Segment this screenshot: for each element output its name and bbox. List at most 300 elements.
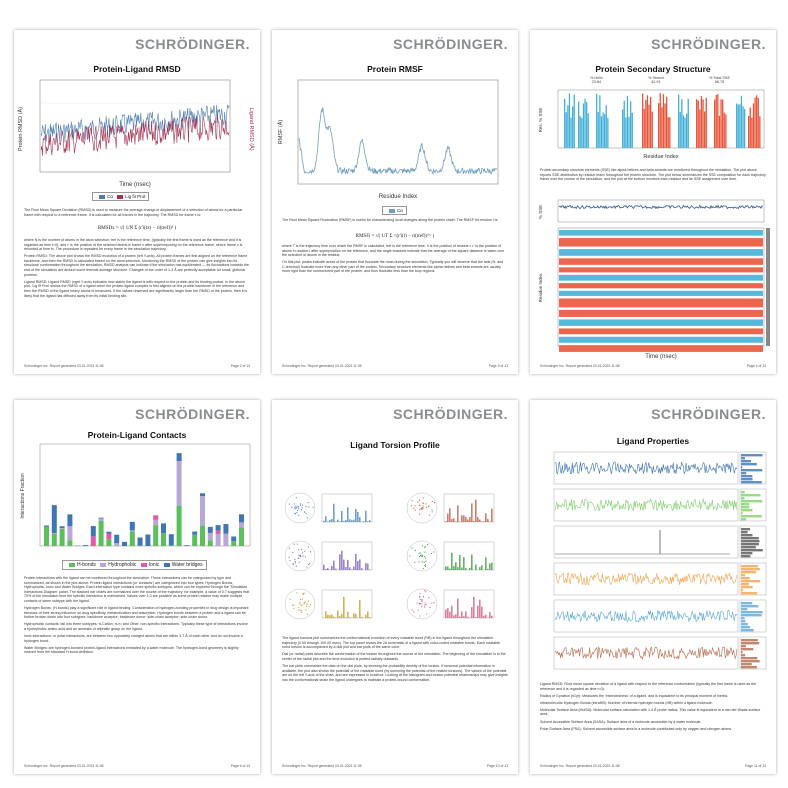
torsion-point xyxy=(413,611,414,612)
contact-bar-segment xyxy=(184,545,189,546)
property-histogram-bar xyxy=(741,503,749,505)
torsion-histogram-bar xyxy=(451,519,453,522)
torsion-point xyxy=(296,592,297,593)
stat-label: % Strand xyxy=(648,76,664,80)
torsion-point xyxy=(300,503,301,504)
torsion-point xyxy=(414,505,415,506)
sse-bar xyxy=(750,108,751,148)
torsion-histogram-bar xyxy=(337,520,339,522)
paragraph: Ligand RMSD: Ligand RMSD (right Y-axis) indicates how stable the ligand is with respect to the protein and its binding pocket. In the above plot, 'Lig fit Prot' shows the RMSD of a ligand when the protein-ligand complex is first aligned on the protein backbone of the reference and then the RMSD of the ligand heavy atoms is measured. If the values observed are significantly larger than the RMSD of the protein, then it is likely that the ligand has diffused away from its initial binding site. xyxy=(24,279,248,298)
sse-bar xyxy=(632,113,633,148)
sse-bar xyxy=(583,104,584,148)
sse-band xyxy=(559,310,763,317)
torsion-histogram-bar xyxy=(369,617,371,618)
torsion-histogram-bar xyxy=(323,521,325,522)
sse-bar xyxy=(716,95,717,148)
page-title: Protein Secondary Structure xyxy=(595,64,711,74)
torsion-point xyxy=(296,512,297,513)
torsion-histogram-bar xyxy=(449,612,451,618)
torsion-point xyxy=(306,604,307,605)
property-histogram-bar xyxy=(741,666,757,668)
torsion-point xyxy=(298,508,299,509)
torsion-histogram-bar xyxy=(325,569,327,570)
paragraph: Ligand RMSD: Root mean square deviation of a ligand with respect to the reference conformation (typically the first frame is used as the reference and it is regarded as time t=0). xyxy=(540,682,757,691)
torsion-point xyxy=(419,553,420,554)
sse-band xyxy=(559,258,763,265)
sse-bar xyxy=(742,106,743,148)
torsion-point xyxy=(424,547,425,548)
torsion-point xyxy=(429,514,430,515)
torsion-histogram-bar xyxy=(327,521,329,522)
property-histogram-bar xyxy=(741,626,750,628)
contact-bar-segment xyxy=(239,528,244,546)
paragraph: The ligand torsions plot summarizes the conformational evolution of every rotatable bond (RB) in the ligand throughout the simulation trajectory (0.00 through 100.00 nsec). The top panel shows the 2d schematic of a ligand with color-coded rotatable bonds. Each rotatable bond torsion is accompanied by a dial plot and bar plots of the same color. xyxy=(282,636,500,650)
torsion-point xyxy=(310,604,311,605)
contact-bar-segment xyxy=(231,537,236,542)
sse-bar xyxy=(719,116,720,148)
property-histogram-bar xyxy=(741,611,763,613)
sse-bar xyxy=(758,98,759,148)
property-histogram-bar xyxy=(741,639,758,641)
contact-bar-segment xyxy=(216,534,221,546)
contacts-legend xyxy=(62,560,207,570)
paragraph: Radius of Gyration (rGyr): Measures the 'extendedness' of a ligand, and is equivalent to its principal moment of inertia. xyxy=(540,693,728,698)
sse-band xyxy=(559,337,763,343)
sse-text xyxy=(540,168,766,184)
sse-bar xyxy=(717,94,718,148)
footer-page-number: Page 6 of 13 xyxy=(230,764,250,768)
torsion-histogram-bar xyxy=(463,557,465,570)
rmsd-xlabel: Time (nsec) xyxy=(119,182,151,188)
sse-bar xyxy=(581,118,582,148)
torsion-histogram-bar xyxy=(357,561,359,570)
sse-band xyxy=(559,345,763,352)
torsion-histogram-bar xyxy=(327,568,329,570)
torsion-histogram-bar xyxy=(449,508,451,522)
sse-bar xyxy=(572,107,573,148)
torsion-histogram-bar xyxy=(455,562,457,570)
sse-bar xyxy=(701,96,702,148)
schrodinger-logo: SCHRÖDINGER. xyxy=(651,36,766,52)
sse-bar xyxy=(759,116,760,148)
torsion-point xyxy=(424,605,425,606)
rmsf-text-body xyxy=(282,244,508,277)
rmsf-legend xyxy=(382,206,407,215)
torsion-point xyxy=(423,505,424,506)
stat-label: % Total SSE xyxy=(708,76,730,80)
contact-bar-segment xyxy=(223,524,228,534)
torsion-histogram-bar xyxy=(347,560,349,570)
sse-bar xyxy=(669,117,670,148)
torsion-histogram-bar xyxy=(459,555,461,570)
torsion-point xyxy=(308,600,309,601)
torsion-point xyxy=(419,505,420,506)
torsion-point xyxy=(424,562,425,563)
torsion-point xyxy=(308,546,309,547)
torsion-point xyxy=(431,603,432,604)
rmsf-formula: RMSFi = √( 1/T Σ <(r'i(t) − ri(tref))²> ) xyxy=(355,234,435,239)
torsion-point xyxy=(294,559,295,560)
torsion-point xyxy=(296,566,297,567)
property-histogram-bar xyxy=(741,537,759,539)
property-histogram-bar xyxy=(741,623,748,625)
sse-bar xyxy=(604,114,605,148)
sse-bar xyxy=(564,99,565,148)
torsion-point xyxy=(304,602,305,603)
torsion-point xyxy=(306,606,307,607)
torsion-point xyxy=(411,609,412,610)
torsion-text xyxy=(282,636,508,685)
torsion-histogram-bar xyxy=(355,554,357,570)
page-title: Protein RMSF xyxy=(367,64,423,74)
property-histogram-bar xyxy=(741,629,754,631)
property-plot-frame xyxy=(554,526,738,558)
sse-bar xyxy=(722,99,723,148)
torsion-point xyxy=(290,599,291,600)
torsion-point xyxy=(300,555,301,556)
contact-bar-segment xyxy=(99,518,104,521)
torsion-histogram-bar xyxy=(361,617,363,618)
torsion-histogram-bar xyxy=(355,509,357,522)
torsion-point xyxy=(424,590,425,591)
torsion-histogram-bar xyxy=(455,521,457,522)
torsion-histogram-bar xyxy=(343,597,345,618)
footer-page-number: Page 4 of 13 xyxy=(746,364,766,368)
rmsd-ylabel-right: Ligand RMSD (Å) xyxy=(248,107,254,151)
page-footer xyxy=(282,364,508,368)
torsion-point xyxy=(291,507,292,508)
property-histogram-bar xyxy=(741,555,750,557)
torsion-histogram-bar xyxy=(477,606,479,618)
property-histogram-bar xyxy=(741,543,759,545)
torsion-histogram-bar xyxy=(461,611,463,618)
paragraph: Dial (or radial) plots describe the conformation of the torsion throughout the course of the simulation. The beginning of the simulation is in the center of the radial plot and the time evolution is plotted radially outwards. xyxy=(282,652,506,661)
torsion-histogram-bar xyxy=(349,567,351,570)
stat-total xyxy=(709,76,730,84)
torsion-point xyxy=(300,505,301,506)
contacts-text xyxy=(24,576,250,657)
torsion-point xyxy=(296,497,297,498)
contact-bar-segment xyxy=(99,518,104,519)
torsion-histogram-bar xyxy=(333,504,335,522)
torsion-histogram-bar xyxy=(485,557,487,570)
torsion-point xyxy=(298,558,299,559)
contact-bar-segment xyxy=(200,496,205,526)
contact-bar-segment xyxy=(44,527,49,546)
paragraph: Protein RMSD: The above plot shows the RMSD evolution of a protein (left Y-axis). All protein frames are first aligned on the reference frame backbone, and then the RMSD is calculated based on the atom selection. Monitoring the RMSD of the protein can give insights into its structural conformation throughout the simulation. RMSD analysis can indicate if the simulation has equilibrated — its fluctuations towards the end of the simulation are around some thermal average structure. Changes of the order of 1-3 Å are perfectly acceptable for small, globular proteins. xyxy=(24,254,249,277)
torsion-histogram-bar xyxy=(339,521,341,522)
torsion-point xyxy=(422,545,423,546)
page-title: Protein-Ligand RMSD xyxy=(93,64,181,74)
torsion-point xyxy=(294,507,295,508)
torsion-point xyxy=(292,552,293,553)
torsion-point xyxy=(419,509,420,510)
legend-swatch xyxy=(389,209,395,213)
torsion-point xyxy=(432,511,433,512)
torsion-histogram-bar xyxy=(333,561,335,570)
property-histogram-bar xyxy=(741,552,752,554)
torsion-point xyxy=(305,513,306,514)
torsion-histogram-bar xyxy=(447,608,449,618)
paragraph: where T is the trajectory time over which the RMSF is calculated, tref is the reference time, ri is the position of residue i; r' is the position of atoms in residue i after superposition on the reference, and the angle brackets indicate that the average of the square distance is taken over the selection of atoms in the residue. xyxy=(282,244,505,258)
property-histogram-bar xyxy=(741,608,747,610)
torsion-point xyxy=(301,610,302,611)
sse-bar xyxy=(754,98,755,148)
torsion-point xyxy=(292,563,293,564)
rmsd-formula: RMSDx = √( 1/N Σ (r'i(tx) − ri(tref))² ) xyxy=(97,226,177,231)
torsion-histogram-bar xyxy=(329,615,331,618)
sse-bar xyxy=(598,112,599,148)
torsion-point xyxy=(411,547,412,548)
sse-bar xyxy=(696,99,697,148)
torsion-point xyxy=(418,561,419,562)
torsion-histogram-bar xyxy=(347,612,349,618)
torsion-histogram-bar xyxy=(337,611,339,618)
torsion-point xyxy=(415,510,416,511)
sse-bar xyxy=(601,116,602,148)
footer-left: Schrodinger Inc. Report generated 03-01-2023 11:08 xyxy=(282,764,362,768)
torsion-histogram-bar xyxy=(467,520,469,522)
sse-mid-ylabel: % SSE xyxy=(538,204,543,220)
sse-bar xyxy=(751,118,752,148)
sse-bar xyxy=(668,117,669,148)
footer-page-number: Page 10 of 13 xyxy=(486,764,508,768)
torsion-point xyxy=(302,507,303,508)
paragraph: Intramolecular Hydrogen Bonds (intraHB): Number of internal hydrogen bonds (HB) within a ligand molecule. xyxy=(540,700,713,705)
torsion-point xyxy=(301,509,302,510)
contact-bar-segment xyxy=(208,527,213,533)
torsion-point xyxy=(294,543,295,544)
torsion-histogram-bar xyxy=(457,567,459,570)
torsion-histogram-bar xyxy=(339,554,341,570)
torsion-histogram-bar xyxy=(453,566,455,570)
sse-time-chart xyxy=(530,198,776,368)
torsion-point xyxy=(304,511,305,512)
torsion-histogram-bar xyxy=(485,513,487,522)
torsion-point xyxy=(425,503,426,504)
page-footer xyxy=(282,764,508,768)
contact-bar-segment xyxy=(114,543,119,546)
torsion-point xyxy=(295,561,296,562)
torsion-point xyxy=(429,607,430,608)
torsion-point xyxy=(424,565,425,566)
torsion-histogram-bar xyxy=(351,520,353,522)
sse-bar xyxy=(644,109,645,148)
torsion-point xyxy=(289,548,290,549)
property-histogram-bar xyxy=(741,592,757,594)
paragraph: Ionic interactions: or polar interactions, are between two oppositely charged atoms that are within 3.7 Å of each other and do not involve a hydrogen bond. xyxy=(24,634,243,643)
sse-bar xyxy=(756,95,757,148)
property-histogram-bar xyxy=(741,549,763,551)
property-histogram-bar xyxy=(741,605,758,607)
torsion-point xyxy=(299,603,300,604)
sse-bar xyxy=(567,105,568,148)
torsion-point xyxy=(303,603,304,604)
torsion-point xyxy=(431,553,432,554)
sse-band xyxy=(559,249,763,256)
torsion-histogram-bar xyxy=(463,515,465,522)
property-histogram-bar xyxy=(741,512,743,514)
property-histogram-bar xyxy=(741,589,743,591)
torsion-histogram-bar xyxy=(465,611,467,618)
contact-bar-segment xyxy=(169,545,174,546)
torsion-point xyxy=(411,505,412,506)
torsion-point xyxy=(298,609,299,610)
contact-bar-segment xyxy=(67,540,72,546)
sse-bar xyxy=(647,95,648,148)
properties-charts xyxy=(530,448,776,678)
rmsf-xlabel: Residue Index xyxy=(378,194,418,200)
sse-bar xyxy=(627,96,628,148)
property-histogram-bar xyxy=(741,657,757,659)
property-histogram-bar xyxy=(741,463,757,465)
torsion-histogram-bar xyxy=(335,569,337,570)
sse-bar xyxy=(678,95,679,148)
torsion-point xyxy=(289,503,290,504)
contact-bar-segment xyxy=(200,493,205,496)
torsion-histogram-bar xyxy=(361,568,363,570)
property-histogram-bar xyxy=(741,457,745,459)
rmsd-chart xyxy=(14,74,260,204)
paragraph: Hydrophobic contacts: fall into three subtypes: π-Cation; π-π; and Other, non-specific interactions. Typically these type of interactions involve a hydrophobic amino acid and an aromatic or aliphatic group on the ligand. xyxy=(24,622,248,631)
torsion-histogram-bar xyxy=(471,503,473,522)
footer-left: Schrodinger Inc. Report generated 03-01-2023 11:08 xyxy=(540,764,620,768)
torsion-histogram-bar xyxy=(329,520,331,522)
footer-left: Schrodinger Inc. Report generated 03-01-2023 11:08 xyxy=(24,364,104,368)
property-histogram-bar xyxy=(741,528,750,530)
torsion-point xyxy=(307,614,308,615)
torsion-point xyxy=(424,552,425,553)
stat-label: % Helix xyxy=(590,76,603,80)
contact-bar-segment xyxy=(52,533,57,534)
rmsd-ylabel-left: Protein RMSD (Å) xyxy=(18,106,24,152)
torsion-point xyxy=(428,506,429,507)
torsion-histogram-bar xyxy=(451,606,453,618)
legend-label: Ionic xyxy=(148,562,160,568)
torsion-point xyxy=(302,505,303,506)
torsion-histogram-bar xyxy=(465,568,467,570)
paragraph: On this plot, peaks indicate areas of the protein that fluctuate the most during the simulation. Typically you will observe that the tails (N- and C-terminal) fluctuate more than any other part of the protein. Secondary structure elements like alpha helices and beta strands are usually more rigid than the unstructured part of the protein, and thus fluctuate less than the loop regions. xyxy=(282,260,504,274)
torsion-point xyxy=(433,602,434,603)
torsion-point xyxy=(425,602,426,603)
torsion-histogram-bar xyxy=(331,566,333,570)
torsion-histogram-bar xyxy=(323,565,325,570)
torsion-point xyxy=(301,549,302,550)
page-rmsd xyxy=(14,30,260,374)
sse-bar xyxy=(624,101,625,148)
torsion-histogram-bar xyxy=(325,611,327,618)
sse-bar xyxy=(569,93,570,148)
legend-swatch-hbond xyxy=(69,563,75,567)
contact-bar-segment xyxy=(52,534,57,546)
torsion-histogram-bar xyxy=(343,560,345,570)
torsion-point xyxy=(421,601,422,602)
sse-band xyxy=(559,230,763,236)
rmsd-text-intro xyxy=(24,208,250,220)
contact-bar-segment xyxy=(99,521,104,546)
torsion-point xyxy=(312,507,313,508)
torsion-point xyxy=(433,551,434,552)
contacts-ylabel: Interactions Fraction xyxy=(20,473,26,519)
torsion-histogram-bar xyxy=(453,518,455,522)
sse-bar xyxy=(566,112,567,148)
torsion-histogram-bar xyxy=(481,607,483,618)
contact-bar-segment xyxy=(200,526,205,546)
torsion-point xyxy=(421,603,422,604)
property-histogram-bar xyxy=(741,460,751,462)
property-histogram-bar xyxy=(741,617,745,619)
sse-band xyxy=(559,267,763,272)
torsion-point xyxy=(419,593,420,594)
torsion-histogram-bar xyxy=(343,521,345,522)
torsion-histogram-bar xyxy=(461,515,463,522)
paragraph: Molecular Surface Area (MolSA): Molecular surface calculation with 1.4 Å probe radius. This value is equivalent to a van der Waals surface area. xyxy=(540,707,761,717)
sse-bar xyxy=(704,111,705,148)
torsion-point xyxy=(299,602,300,603)
torsion-histogram-bar xyxy=(349,617,351,618)
torsion-point xyxy=(300,610,301,611)
legend-label-ligand: Lig fit Prot xyxy=(125,194,146,199)
rmsf-ylabel: RMSF (Å) xyxy=(278,119,284,145)
torsion-histogram-bar xyxy=(349,519,351,522)
paragraph: Protein interactions with the ligand can be monitored throughout the simulation. These interactions can be categorized by type and summarized, as shown in the plot above. Protein-ligand interactions (or 'contacts') are categorized into four types: Hydrogen Bonds, Hydrophobic, Ionic and Water Bridges. Each interaction type contains more specific subtypes, which can be explored through the 'Simulation Interactions Diagram' panel. The stacked bar charts are normalized over the course of the trajectory: for example, a value of 0.7 suggests that 70% of the simulation time the specific interaction is maintained. Values over 1.0 are possible as some protein residue may make multiple contacts of same subtype with the ligand. xyxy=(24,576,250,603)
property-histogram-bar xyxy=(741,500,762,502)
torsion-histogram-bar xyxy=(469,568,471,570)
contact-bar-segment xyxy=(114,535,119,543)
legend-swatch-hydrophobic xyxy=(100,563,106,567)
schrodinger-logo: SCHRÖDINGER. xyxy=(393,406,508,422)
property-histogram-bar xyxy=(741,475,752,477)
property-histogram-bar xyxy=(741,620,745,622)
torsion-histogram-bar xyxy=(341,614,343,618)
torsion-point xyxy=(294,503,295,504)
torsion-point xyxy=(295,505,296,506)
contact-bar-segment xyxy=(153,515,158,519)
torsion-point xyxy=(419,603,420,604)
torsion-point xyxy=(289,560,290,561)
sse-bar xyxy=(584,99,585,148)
torsion-point xyxy=(417,602,418,603)
torsion-point xyxy=(306,566,307,567)
torsion-histogram-bar xyxy=(447,566,449,570)
torsion-histogram-bar xyxy=(457,599,459,618)
sse-bar xyxy=(688,99,689,148)
torsion-histogram-bar xyxy=(491,563,493,570)
legend-label: H-bonds xyxy=(77,562,96,568)
torsion-point xyxy=(423,497,424,498)
torsion-histogram-bar xyxy=(345,520,347,522)
torsion-point xyxy=(417,501,418,502)
page-sse xyxy=(530,30,776,374)
torsion-histogram-bar xyxy=(363,521,365,522)
torsion-histogram-bar xyxy=(479,567,481,570)
torsion-histogram-bar xyxy=(475,500,477,522)
property-histogram-bar xyxy=(741,546,756,548)
contact-bar-segment xyxy=(161,533,166,546)
sse-bar xyxy=(736,103,737,148)
sse-bar xyxy=(706,98,707,148)
contact-bar-segment xyxy=(67,514,72,526)
torsion-histogram-bar xyxy=(465,517,467,522)
sse-bar xyxy=(596,94,597,148)
property-histogram-bar xyxy=(741,509,752,511)
torsion-point xyxy=(421,599,422,600)
torsion-histogram-bar xyxy=(359,517,361,522)
sse-band xyxy=(559,275,763,281)
paragraph: The Root Mean Square Deviation (RMSD) is used to measure the average change in displacement of a selection of atoms for a particular frame with respect to a reference frame. It is calculated for all frames in the trajectory. The RMSD for frame x is: xyxy=(24,208,243,217)
property-histogram-bar xyxy=(741,478,753,480)
torsion-histogram-bar xyxy=(367,564,369,570)
